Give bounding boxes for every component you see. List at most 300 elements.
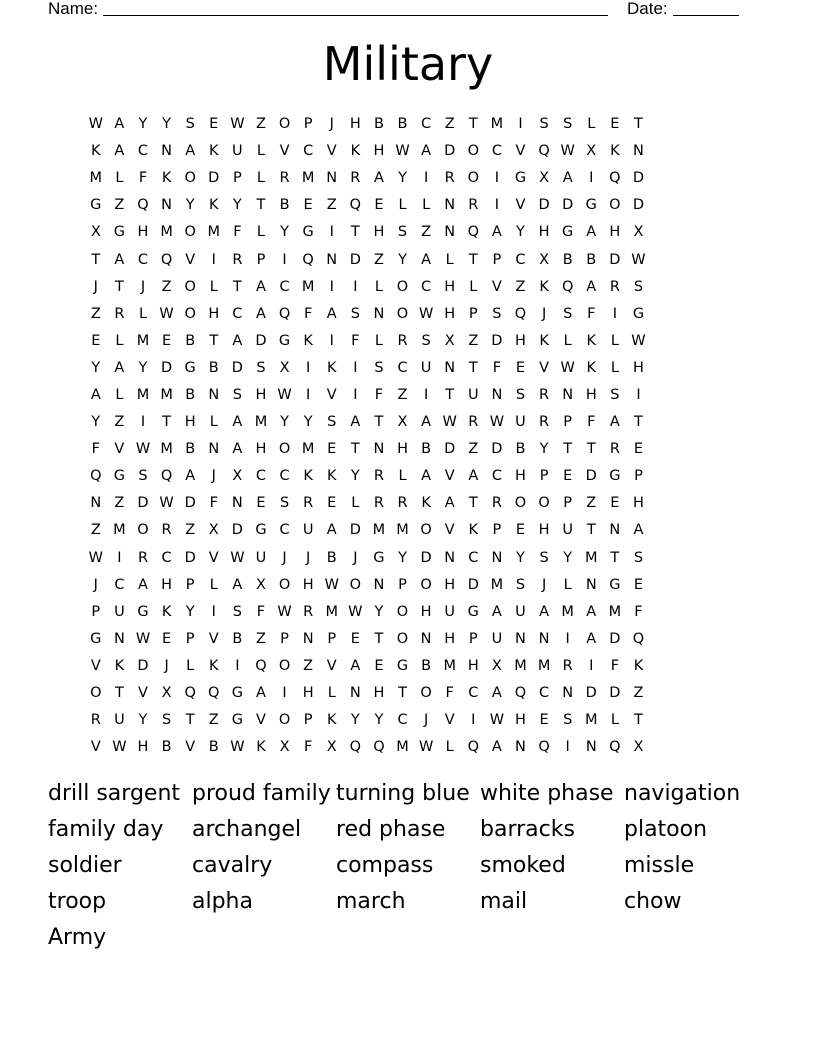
grid-letter[interactable]: O — [467, 170, 479, 187]
grid-letter[interactable]: O — [349, 576, 362, 593]
grid-letter[interactable]: Q — [137, 197, 149, 214]
grid-letter[interactable]: F — [374, 386, 384, 403]
grid-letter[interactable]: D — [349, 522, 361, 539]
grid-letter[interactable]: H — [255, 386, 267, 403]
grid-letter[interactable]: N — [444, 224, 456, 241]
grid-letter[interactable]: C — [468, 549, 479, 566]
grid-letter[interactable]: H — [538, 224, 550, 241]
grid-letter[interactable]: Y — [138, 116, 148, 133]
grid-letter[interactable]: S — [421, 332, 431, 349]
grid-letter[interactable]: X — [539, 251, 550, 268]
grid-letter[interactable]: Q — [160, 251, 173, 268]
grid-letter[interactable]: N — [373, 441, 385, 458]
grid-letter[interactable]: A — [586, 278, 597, 295]
grid-letter[interactable]: H — [444, 305, 456, 322]
grid-letter[interactable]: C — [397, 712, 408, 729]
grid-letter[interactable]: H — [373, 224, 385, 241]
grid-letter[interactable]: L — [563, 576, 572, 593]
grid-letter[interactable]: O — [184, 278, 196, 295]
grid-letter[interactable]: P — [492, 251, 502, 268]
grid-letter[interactable]: L — [610, 332, 619, 349]
grid-letter[interactable]: F — [492, 359, 502, 376]
grid-letter[interactable]: X — [539, 170, 550, 187]
grid-letter[interactable]: V — [208, 630, 219, 647]
grid-letter[interactable]: R — [114, 305, 125, 322]
grid-letter[interactable]: D — [585, 685, 597, 702]
grid-letter[interactable]: I — [471, 712, 476, 729]
grid-letter[interactable]: V — [208, 549, 219, 566]
grid-letter[interactable]: P — [256, 251, 266, 268]
grid-letter[interactable]: T — [468, 495, 478, 512]
grid-letter[interactable]: X — [255, 576, 266, 593]
grid-letter[interactable]: K — [256, 739, 266, 756]
grid-letter[interactable]: R — [491, 495, 502, 512]
grid-letter[interactable]: H — [444, 278, 456, 295]
grid-letter[interactable]: T — [586, 441, 596, 458]
grid-letter[interactable]: F — [256, 603, 266, 620]
grid-letter[interactable]: A — [90, 386, 101, 403]
grid-letter[interactable]: Y — [516, 549, 525, 566]
grid-letter[interactable]: R — [303, 495, 314, 512]
grid-letter[interactable]: V — [491, 278, 502, 295]
grid-letter[interactable]: S — [232, 603, 242, 620]
grid-letter[interactable]: O — [420, 685, 432, 702]
grid-letter[interactable]: A — [114, 143, 125, 160]
grid-letter[interactable]: R — [397, 495, 408, 512]
grid-letter[interactable]: D — [420, 549, 432, 566]
grid-letter[interactable]: J — [541, 576, 547, 593]
grid-letter[interactable]: N — [562, 386, 574, 403]
grid-letter[interactable]: W — [88, 549, 103, 566]
grid-letter[interactable]: Z — [114, 414, 125, 431]
grid-letter[interactable]: H — [137, 224, 149, 241]
grid-letter[interactable]: T — [350, 224, 360, 241]
grid-letter[interactable]: H — [633, 495, 644, 512]
grid-letter[interactable]: M — [490, 576, 504, 593]
grid-letter[interactable]: L — [209, 414, 218, 431]
grid-letter[interactable]: S — [492, 305, 502, 322]
grid-letter[interactable]: Y — [280, 224, 289, 241]
grid-letter[interactable]: C — [161, 549, 172, 566]
grid-letter[interactable]: W — [324, 576, 339, 593]
grid-letter[interactable]: Q — [467, 224, 479, 241]
grid-letter[interactable]: X — [633, 224, 644, 241]
grid-letter[interactable]: I — [518, 116, 523, 133]
grid-letter[interactable]: H — [373, 685, 385, 702]
grid-letter[interactable]: H — [633, 359, 644, 376]
grid-letter[interactable]: Z — [303, 657, 314, 674]
grid-letter[interactable]: Y — [516, 224, 525, 241]
grid-letter[interactable]: R — [539, 414, 550, 431]
grid-letter[interactable]: M — [136, 386, 150, 403]
grid-letter[interactable]: K — [633, 657, 644, 674]
grid-letter[interactable]: C — [303, 143, 314, 160]
grid-letter[interactable]: Q — [538, 739, 550, 756]
grid-letter[interactable]: A — [633, 522, 644, 539]
grid-letter[interactable]: A — [255, 685, 266, 702]
grid-letter[interactable]: I — [211, 251, 216, 268]
grid-letter[interactable]: D — [609, 630, 621, 647]
grid-letter[interactable]: Y — [350, 712, 360, 729]
grid-letter[interactable]: D — [632, 197, 645, 214]
grid-letter[interactable]: Q — [467, 739, 479, 756]
grid-letter[interactable]: P — [398, 576, 407, 593]
grid-letter[interactable]: J — [423, 712, 429, 729]
grid-letter[interactable]: P — [468, 305, 478, 322]
grid-letter[interactable]: A — [491, 739, 502, 756]
grid-letter[interactable]: S — [138, 468, 148, 485]
grid-letter[interactable]: R — [373, 468, 384, 485]
grid-letter[interactable]: G — [255, 522, 267, 539]
grid-letter[interactable]: A — [138, 576, 148, 593]
grid-letter[interactable]: W — [418, 739, 434, 756]
grid-letter[interactable]: L — [469, 278, 478, 295]
grid-letter[interactable]: Z — [90, 522, 101, 539]
grid-letter[interactable]: E — [633, 441, 644, 458]
grid-letter[interactable]: V — [185, 251, 196, 268]
grid-letter[interactable]: S — [374, 359, 384, 376]
grid-letter[interactable]: J — [93, 278, 98, 295]
grid-letter[interactable]: W — [631, 251, 646, 268]
grid-letter[interactable]: I — [423, 170, 429, 187]
grid-letter[interactable]: C — [279, 278, 290, 295]
grid-letter[interactable]: D — [137, 495, 149, 512]
grid-letter[interactable]: R — [350, 170, 361, 187]
grid-letter[interactable]: Z — [114, 197, 125, 214]
grid-letter[interactable]: G — [231, 712, 243, 729]
grid-letter[interactable]: G — [514, 170, 527, 187]
grid-letter[interactable]: W — [489, 712, 505, 729]
grid-letter[interactable]: D — [444, 143, 456, 160]
grid-letter[interactable]: J — [306, 549, 311, 566]
grid-letter[interactable]: T — [468, 251, 478, 268]
grid-letter[interactable]: G — [184, 359, 196, 376]
grid-letter[interactable]: S — [185, 116, 195, 133]
grid-letter[interactable]: V — [138, 685, 148, 702]
grid-letter[interactable]: K — [209, 143, 219, 160]
grid-letter[interactable]: F — [610, 657, 620, 674]
grid-letter[interactable]: O — [538, 495, 550, 512]
grid-letter[interactable]: A — [562, 170, 573, 187]
grid-letter[interactable]: K — [421, 495, 431, 512]
grid-letter[interactable]: A — [255, 278, 266, 295]
grid-letter[interactable]: L — [209, 278, 218, 295]
grid-letter[interactable]: Y — [185, 603, 195, 620]
grid-letter[interactable]: T — [634, 414, 643, 431]
grid-letter[interactable]: N — [326, 170, 338, 187]
grid-letter[interactable]: R — [397, 332, 408, 349]
grid-letter[interactable]: V — [279, 143, 290, 160]
grid-letter[interactable]: Q — [255, 657, 267, 674]
grid-letter[interactable]: H — [373, 143, 385, 160]
grid-letter[interactable]: A — [539, 603, 550, 620]
grid-letter[interactable]: H — [538, 522, 550, 539]
grid-letter[interactable]: X — [444, 332, 455, 349]
grid-letter[interactable]: I — [565, 630, 570, 647]
grid-letter[interactable]: N — [161, 197, 172, 214]
grid-letter[interactable]: R — [137, 549, 149, 566]
grid-letter[interactable]: R — [279, 170, 290, 187]
grid-letter[interactable]: E — [610, 495, 620, 512]
grid-letter[interactable]: B — [421, 441, 432, 458]
grid-letter[interactable]: N — [515, 739, 526, 756]
grid-letter[interactable]: A — [326, 522, 337, 539]
grid-letter[interactable]: C — [279, 468, 290, 485]
grid-letter[interactable]: W — [631, 332, 646, 349]
grid-letter[interactable]: P — [91, 603, 101, 620]
grid-letter[interactable]: F — [634, 603, 643, 620]
grid-letter[interactable]: N — [90, 495, 102, 512]
grid-letter[interactable]: P — [327, 630, 337, 647]
grid-letter[interactable]: Z — [397, 386, 408, 403]
grid-letter[interactable]: C — [539, 685, 550, 702]
grid-letter[interactable]: Y — [162, 116, 171, 133]
grid-letter[interactable]: D — [231, 359, 243, 376]
grid-letter[interactable]: C — [397, 359, 408, 376]
grid-letter[interactable]: S — [279, 495, 290, 512]
grid-letter[interactable]: N — [609, 522, 621, 539]
grid-letter[interactable]: B — [185, 332, 196, 349]
grid-letter[interactable]: K — [586, 359, 597, 376]
grid-letter[interactable]: O — [278, 116, 291, 133]
grid-letter[interactable]: Q — [208, 685, 220, 702]
grid-letter[interactable]: N — [585, 576, 597, 593]
grid-letter[interactable]: A — [609, 414, 620, 431]
grid-letter[interactable]: N — [444, 197, 456, 214]
grid-letter[interactable]: H — [515, 468, 526, 485]
grid-letter[interactable]: Q — [302, 251, 314, 268]
grid-letter[interactable]: B — [208, 739, 219, 756]
grid-letter[interactable]: E — [161, 332, 172, 349]
grid-letter[interactable]: S — [610, 386, 620, 403]
grid-letter[interactable]: S — [563, 305, 573, 322]
grid-letter[interactable]: S — [633, 278, 644, 295]
grid-letter[interactable]: P — [232, 170, 242, 187]
grid-letter[interactable]: K — [161, 170, 172, 187]
grid-letter[interactable]: E — [515, 522, 526, 539]
grid-letter[interactable]: I — [353, 386, 358, 403]
grid-letter[interactable]: Q — [609, 170, 621, 187]
grid-letter[interactable]: E — [209, 116, 219, 133]
grid-letter[interactable]: X — [232, 468, 243, 485]
grid-letter[interactable]: N — [161, 143, 172, 160]
grid-letter[interactable]: Y — [232, 197, 242, 214]
grid-letter[interactable]: J — [541, 305, 547, 322]
grid-letter[interactable]: V — [539, 359, 550, 376]
grid-letter[interactable]: U — [444, 603, 456, 620]
grid-letter[interactable]: D — [255, 332, 267, 349]
grid-letter[interactable]: K — [303, 468, 313, 485]
grid-letter[interactable]: W — [112, 739, 127, 756]
grid-letter[interactable]: G — [467, 603, 479, 620]
grid-letter[interactable]: P — [280, 630, 289, 647]
grid-letter[interactable]: T — [398, 685, 407, 702]
grid-letter[interactable]: G — [278, 332, 291, 349]
grid-letter[interactable]: Y — [138, 712, 148, 729]
grid-letter[interactable]: U — [232, 143, 243, 160]
grid-letter[interactable]: U — [491, 630, 503, 647]
grid-letter[interactable]: U — [114, 603, 125, 620]
grid-letter[interactable]: D — [444, 441, 456, 458]
grid-letter[interactable]: J — [164, 657, 169, 674]
grid-letter[interactable]: L — [445, 251, 454, 268]
grid-letter[interactable]: Z — [444, 116, 455, 133]
grid-letter[interactable]: N — [585, 739, 597, 756]
grid-letter[interactable]: N — [302, 630, 314, 647]
grid-letter[interactable]: A — [114, 359, 125, 376]
grid-letter[interactable]: Q — [373, 739, 385, 756]
grid-letter[interactable]: A — [373, 170, 384, 187]
grid-letter[interactable]: Y — [91, 414, 101, 431]
grid-letter[interactable]: P — [468, 630, 478, 647]
grid-letter[interactable]: I — [329, 332, 334, 349]
grid-letter[interactable]: G — [231, 685, 243, 702]
grid-letter[interactable]: V — [326, 657, 337, 674]
grid-letter[interactable]: L — [351, 495, 360, 512]
grid-letter[interactable]: T — [232, 278, 242, 295]
grid-letter[interactable]: C — [515, 251, 526, 268]
grid-letter[interactable]: O — [184, 305, 196, 322]
grid-letter[interactable]: Z — [208, 712, 219, 729]
grid-letter[interactable]: P — [539, 468, 549, 485]
grid-letter[interactable]: H — [585, 386, 597, 403]
grid-letter[interactable]: M — [396, 522, 409, 539]
grid-letter[interactable]: V — [515, 143, 526, 160]
grid-letter[interactable]: N — [491, 549, 503, 566]
grid-letter[interactable]: V — [515, 197, 526, 214]
grid-letter[interactable]: L — [374, 278, 383, 295]
grid-letter[interactable]: H — [444, 576, 456, 593]
grid-letter[interactable]: L — [398, 468, 407, 485]
grid-letter[interactable]: W — [489, 414, 505, 431]
grid-letter[interactable]: W — [395, 143, 410, 160]
grid-letter[interactable]: G — [585, 197, 597, 214]
grid-letter[interactable]: L — [398, 197, 407, 214]
grid-letter[interactable]: W — [135, 441, 151, 458]
grid-letter[interactable]: B — [161, 739, 172, 756]
grid-letter[interactable]: I — [423, 386, 429, 403]
grid-letter[interactable]: H — [515, 712, 526, 729]
grid-letter[interactable]: V — [326, 143, 337, 160]
grid-letter[interactable]: I — [565, 739, 570, 756]
grid-letter[interactable]: A — [491, 685, 502, 702]
grid-letter[interactable]: Y — [374, 603, 384, 620]
grid-letter[interactable]: I — [329, 278, 334, 295]
grid-letter[interactable]: J — [282, 549, 287, 566]
grid-letter[interactable]: R — [539, 386, 550, 403]
grid-letter[interactable]: G — [396, 657, 409, 674]
grid-letter[interactable]: D — [491, 332, 503, 349]
grid-letter[interactable]: T — [445, 386, 455, 403]
grid-letter[interactable]: J — [211, 468, 216, 485]
grid-letter[interactable]: X — [397, 414, 408, 431]
grid-letter[interactable]: S — [350, 305, 360, 322]
grid-letter[interactable]: Q — [184, 685, 196, 702]
grid-letter[interactable]: A — [255, 305, 266, 322]
grid-letter[interactable]: N — [444, 359, 456, 376]
grid-letter[interactable]: B — [185, 441, 196, 458]
grid-letter[interactable]: A — [421, 251, 432, 268]
grid-letter[interactable]: S — [633, 549, 644, 566]
grid-letter[interactable]: X — [90, 224, 101, 241]
grid-letter[interactable]: P — [185, 576, 195, 593]
grid-letter[interactable]: N — [538, 630, 550, 647]
grid-letter[interactable]: F — [138, 170, 148, 187]
grid-letter[interactable]: M — [537, 657, 551, 674]
date-field[interactable] — [673, 15, 739, 16]
grid-letter[interactable]: L — [209, 576, 218, 593]
grid-letter[interactable]: Q — [609, 739, 621, 756]
grid-letter[interactable]: B — [185, 386, 196, 403]
grid-letter[interactable]: T — [468, 116, 478, 133]
grid-letter[interactable]: N — [373, 576, 385, 593]
grid-letter[interactable]: R — [609, 441, 620, 458]
grid-letter[interactable]: V — [114, 441, 125, 458]
grid-letter[interactable]: Z — [114, 495, 125, 512]
grid-letter[interactable]: U — [467, 386, 479, 403]
grid-letter[interactable]: P — [563, 414, 573, 431]
grid-letter[interactable]: K — [161, 603, 172, 620]
grid-letter[interactable]: G — [632, 305, 645, 322]
grid-letter[interactable]: H — [302, 685, 314, 702]
grid-letter[interactable]: H — [302, 576, 314, 593]
grid-letter[interactable]: M — [160, 224, 173, 241]
grid-letter[interactable]: Q — [561, 278, 574, 295]
grid-letter[interactable]: C — [491, 143, 502, 160]
grid-letter[interactable]: Y — [539, 441, 549, 458]
grid-letter[interactable]: B — [373, 116, 384, 133]
grid-letter[interactable]: M — [113, 522, 126, 539]
grid-letter[interactable]: W — [560, 143, 575, 160]
grid-letter[interactable]: M — [136, 332, 150, 349]
grid-letter[interactable]: J — [329, 116, 334, 133]
grid-letter[interactable]: D — [137, 657, 149, 674]
grid-letter[interactable]: D — [467, 576, 479, 593]
grid-letter[interactable]: I — [589, 170, 594, 187]
grid-letter[interactable]: G — [562, 224, 574, 241]
grid-letter[interactable]: K — [326, 712, 337, 729]
grid-letter[interactable]: C — [137, 251, 149, 268]
grid-letter[interactable]: Y — [185, 197, 195, 214]
grid-letter[interactable]: L — [327, 685, 336, 702]
grid-letter[interactable]: I — [211, 603, 216, 620]
grid-letter[interactable]: O — [184, 224, 196, 241]
grid-letter[interactable]: D — [231, 522, 243, 539]
grid-letter[interactable]: I — [282, 251, 287, 268]
grid-letter[interactable]: F — [445, 685, 454, 702]
grid-letter[interactable]: M — [325, 603, 338, 620]
grid-letter[interactable]: F — [351, 332, 360, 349]
grid-letter[interactable]: R — [444, 170, 455, 187]
grid-letter[interactable]: T — [634, 712, 643, 729]
grid-letter[interactable]: Q — [349, 739, 362, 756]
grid-letter[interactable]: H — [515, 332, 526, 349]
grid-letter[interactable]: M — [372, 522, 386, 539]
grid-letter[interactable]: M — [89, 170, 103, 187]
grid-letter[interactable]: N — [326, 251, 338, 268]
grid-letter[interactable]: K — [350, 143, 361, 160]
grid-letter[interactable]: W — [277, 603, 292, 620]
grid-letter[interactable]: C — [491, 468, 502, 485]
grid-letter[interactable]: L — [587, 116, 596, 133]
grid-letter[interactable]: M — [160, 441, 173, 458]
grid-letter[interactable]: N — [208, 441, 220, 458]
grid-letter[interactable]: V — [90, 657, 101, 674]
grid-letter[interactable]: D — [160, 359, 173, 376]
grid-letter[interactable]: A — [185, 468, 196, 485]
grid-letter[interactable]: V — [185, 739, 196, 756]
grid-letter[interactable]: O — [278, 712, 291, 729]
